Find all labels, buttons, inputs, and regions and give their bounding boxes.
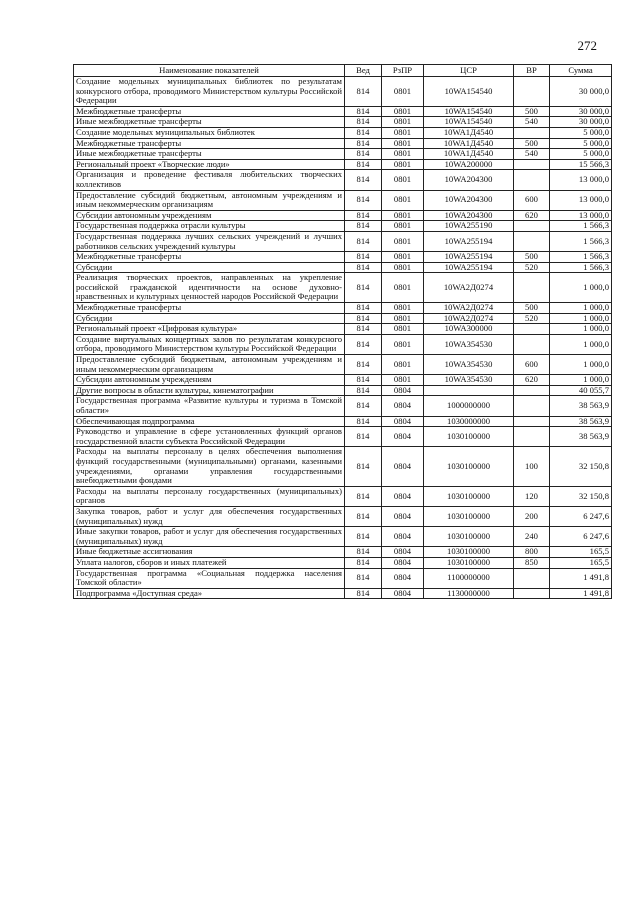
cell-csr: 10WA255194 [424, 262, 514, 273]
table-row [74, 527, 612, 547]
cell-ved: 814 [345, 334, 382, 354]
cell-rzpr: 0801 [382, 210, 424, 221]
table-row [74, 252, 612, 263]
cell-vr [514, 170, 550, 190]
table-row [74, 416, 612, 427]
cell-csr: 1000000000 [424, 396, 514, 416]
cell-name: Иные закупки товаров, работ и услуг для обеспечения государственных (муниципальных) нужд [74, 527, 345, 547]
cell-vr: 850 [514, 557, 550, 568]
cell-name: Иные межбюджетные трансферты [74, 117, 345, 128]
cell-name: Расходы на выплаты персоналу в целях обеспечения выполнения функций государственными (муниципальными) органами, казенными учреждениями, органами управления государственными внебюджетными фондами [74, 447, 345, 486]
cell-sum: 5 000,0 [550, 149, 612, 160]
cell-name: Субсидии [74, 313, 345, 324]
header-sum: Сумма [550, 65, 612, 77]
cell-name: Руководство и управление в сфере установленных функций органов государственной власти субъекта Российской Федерации [74, 427, 345, 447]
cell-ved: 814 [345, 127, 382, 138]
cell-name: Государственная поддержка отрасли культуры [74, 221, 345, 232]
cell-name: Другие вопросы в области культуры, кинематографии [74, 385, 345, 396]
cell-name: Региональный проект «Творческие люди» [74, 159, 345, 170]
cell-csr: 10WA255194 [424, 252, 514, 263]
cell-csr: 10WA2Д0274 [424, 303, 514, 314]
cell-vr: 100 [514, 447, 550, 486]
cell-name: Закупка товаров, работ и услуг для обеспечения государственных (муниципальных) нужд [74, 506, 345, 526]
cell-csr: 10WA354530 [424, 375, 514, 386]
cell-ved: 814 [345, 447, 382, 486]
cell-sum: 13 000,0 [550, 170, 612, 190]
cell-rzpr: 0804 [382, 447, 424, 486]
cell-sum: 1 000,0 [550, 313, 612, 324]
cell-name: Межбюджетные трансферты [74, 252, 345, 263]
cell-vr [514, 221, 550, 232]
cell-name: Межбюджетные трансферты [74, 303, 345, 314]
cell-rzpr: 0801 [382, 375, 424, 386]
table-row [74, 170, 612, 190]
cell-vr: 520 [514, 313, 550, 324]
cell-rzpr: 0801 [382, 334, 424, 354]
cell-vr [514, 324, 550, 335]
cell-ved: 814 [345, 416, 382, 427]
cell-vr: 520 [514, 262, 550, 273]
cell-name: Уплата налогов, сборов и иных платежей [74, 557, 345, 568]
cell-vr: 600 [514, 355, 550, 375]
table-row [74, 557, 612, 568]
cell-name: Региональный проект «Цифровая культура» [74, 324, 345, 335]
cell-csr: 10WA154540 [424, 106, 514, 117]
header-name: Наименование показателей [74, 65, 345, 77]
cell-ved: 814 [345, 231, 382, 251]
cell-vr: 500 [514, 303, 550, 314]
table-row [74, 385, 612, 396]
cell-sum: 1 566,3 [550, 231, 612, 251]
cell-csr: 10WA255190 [424, 221, 514, 232]
cell-name: Иные межбюджетные трансферты [74, 149, 345, 160]
table-row [74, 138, 612, 149]
cell-rzpr: 0801 [382, 170, 424, 190]
cell-sum: 6 247,6 [550, 527, 612, 547]
cell-csr: 10WA204300 [424, 170, 514, 190]
cell-rzpr: 0804 [382, 486, 424, 506]
cell-csr: 1030100000 [424, 506, 514, 526]
cell-csr: 1130000000 [424, 588, 514, 599]
cell-sum: 1 000,0 [550, 324, 612, 335]
cell-ved: 814 [345, 527, 382, 547]
cell-rzpr: 0801 [382, 262, 424, 273]
table-row [74, 231, 612, 251]
header-row [74, 65, 612, 77]
table-row [74, 396, 612, 416]
cell-name: Предоставление субсидий бюджетным, автономным учреждениям и иным некоммерческим организациям [74, 355, 345, 375]
cell-vr [514, 273, 550, 303]
table-row [74, 375, 612, 386]
cell-rzpr: 0804 [382, 588, 424, 599]
table-row [74, 334, 612, 354]
cell-sum: 38 563,9 [550, 427, 612, 447]
cell-ved: 814 [345, 149, 382, 160]
budget-table [73, 64, 612, 599]
cell-ved: 814 [345, 273, 382, 303]
cell-csr: 1030100000 [424, 527, 514, 547]
cell-vr: 620 [514, 375, 550, 386]
table-row [74, 447, 612, 486]
table-row [74, 568, 612, 588]
cell-ved: 814 [345, 506, 382, 526]
cell-vr [514, 427, 550, 447]
cell-vr: 800 [514, 547, 550, 558]
cell-sum: 30 000,0 [550, 77, 612, 107]
cell-vr [514, 77, 550, 107]
cell-ved: 814 [345, 313, 382, 324]
cell-vr: 500 [514, 252, 550, 263]
table-row [74, 486, 612, 506]
cell-csr: 1030000000 [424, 416, 514, 427]
cell-csr: 10WA200000 [424, 159, 514, 170]
cell-csr: 1030100000 [424, 557, 514, 568]
cell-sum: 15 566,3 [550, 159, 612, 170]
cell-vr: 600 [514, 190, 550, 210]
cell-ved: 814 [345, 117, 382, 128]
cell-sum: 1 566,3 [550, 221, 612, 232]
cell-ved: 814 [345, 190, 382, 210]
cell-name: Расходы на выплаты персоналу государственных (муниципальных) органов [74, 486, 345, 506]
table-row [74, 324, 612, 335]
cell-name: Государственная программа «Развитие культуры и туризма в Томской области» [74, 396, 345, 416]
cell-sum: 13 000,0 [550, 210, 612, 221]
cell-sum: 32 150,8 [550, 447, 612, 486]
table-row [74, 190, 612, 210]
cell-ved: 814 [345, 138, 382, 149]
cell-rzpr: 0801 [382, 117, 424, 128]
cell-vr: 540 [514, 149, 550, 160]
cell-name: Создание модельных муниципальных библиотек [74, 127, 345, 138]
cell-rzpr: 0804 [382, 547, 424, 558]
cell-rzpr: 0801 [382, 190, 424, 210]
cell-csr: 10WA1Д4540 [424, 149, 514, 160]
table-row [74, 262, 612, 273]
cell-rzpr: 0804 [382, 396, 424, 416]
cell-rzpr: 0801 [382, 303, 424, 314]
cell-rzpr: 0801 [382, 149, 424, 160]
cell-rzpr: 0801 [382, 324, 424, 335]
cell-vr: 120 [514, 486, 550, 506]
cell-csr: 10WA154540 [424, 117, 514, 128]
cell-ved: 814 [345, 568, 382, 588]
table-row [74, 159, 612, 170]
cell-ved: 814 [345, 588, 382, 599]
cell-csr: 10WA300000 [424, 324, 514, 335]
cell-sum: 38 563,9 [550, 396, 612, 416]
table-row [74, 106, 612, 117]
cell-vr: 620 [514, 210, 550, 221]
cell-rzpr: 0804 [382, 557, 424, 568]
cell-rzpr: 0801 [382, 159, 424, 170]
cell-sum: 165,5 [550, 557, 612, 568]
cell-name: Организация и проведение фестиваля любительских творческих коллективов [74, 170, 345, 190]
cell-name: Межбюджетные трансферты [74, 106, 345, 117]
table-row [74, 77, 612, 107]
cell-ved: 814 [345, 210, 382, 221]
table-row [74, 127, 612, 138]
cell-csr: 10WA204300 [424, 210, 514, 221]
cell-vr [514, 231, 550, 251]
cell-sum: 13 000,0 [550, 190, 612, 210]
cell-name: Субсидии автономным учреждениям [74, 375, 345, 386]
cell-sum: 6 247,6 [550, 506, 612, 526]
cell-name: Реализация творческих проектов, направленных на укрепление российской гражданской идентичности на основе духовно-нравственных и культурных ценностей народов Российской Федерации [74, 273, 345, 303]
cell-csr: 1030100000 [424, 427, 514, 447]
cell-rzpr: 0804 [382, 416, 424, 427]
cell-sum: 1 491,8 [550, 588, 612, 599]
cell-csr: 1100000000 [424, 568, 514, 588]
cell-sum: 1 000,0 [550, 334, 612, 354]
cell-csr: 10WA204300 [424, 190, 514, 210]
table-row [74, 117, 612, 128]
cell-ved: 814 [345, 221, 382, 232]
cell-ved: 814 [345, 262, 382, 273]
cell-rzpr: 0804 [382, 527, 424, 547]
cell-ved: 814 [345, 355, 382, 375]
cell-vr [514, 334, 550, 354]
cell-rzpr: 0804 [382, 506, 424, 526]
cell-ved: 814 [345, 385, 382, 396]
cell-sum: 1 000,0 [550, 355, 612, 375]
cell-vr [514, 127, 550, 138]
cell-sum: 5 000,0 [550, 138, 612, 149]
cell-vr: 500 [514, 106, 550, 117]
cell-name: Государственная поддержка лучших сельских учреждений и лучших работников сельских учреждений культуры [74, 231, 345, 251]
cell-vr [514, 385, 550, 396]
cell-csr: 10WA1Д4540 [424, 138, 514, 149]
cell-csr: 1030100000 [424, 486, 514, 506]
table-header [74, 65, 612, 77]
table-row [74, 313, 612, 324]
cell-csr: 10WA154540 [424, 77, 514, 107]
table-row [74, 506, 612, 526]
cell-sum: 1 000,0 [550, 303, 612, 314]
cell-csr: 10WA2Д0274 [424, 313, 514, 324]
header-csr: ЦСР [424, 65, 514, 77]
table-row [74, 355, 612, 375]
cell-ved: 814 [345, 170, 382, 190]
cell-vr: 500 [514, 138, 550, 149]
cell-vr: 240 [514, 527, 550, 547]
cell-rzpr: 0801 [382, 273, 424, 303]
cell-vr: 200 [514, 506, 550, 526]
cell-csr: 10WA2Д0274 [424, 273, 514, 303]
cell-rzpr: 0801 [382, 138, 424, 149]
table-row [74, 149, 612, 160]
cell-ved: 814 [345, 159, 382, 170]
cell-vr [514, 416, 550, 427]
cell-name: Предоставление субсидий бюджетным, автономным учреждениям и иным некоммерческим организациям [74, 190, 345, 210]
cell-vr: 540 [514, 117, 550, 128]
cell-name: Подпрограмма «Доступная среда» [74, 588, 345, 599]
cell-sum: 40 055,7 [550, 385, 612, 396]
cell-sum: 30 000,0 [550, 117, 612, 128]
cell-ved: 814 [345, 486, 382, 506]
cell-name: Межбюджетные трансферты [74, 138, 345, 149]
cell-sum: 1 566,3 [550, 252, 612, 263]
cell-sum: 32 150,8 [550, 486, 612, 506]
cell-csr: 10WA354530 [424, 334, 514, 354]
cell-rzpr: 0801 [382, 355, 424, 375]
cell-name: Иные бюджетные ассигнования [74, 547, 345, 558]
cell-sum: 30 000,0 [550, 106, 612, 117]
header-ved: Вед [345, 65, 382, 77]
cell-sum: 1 000,0 [550, 273, 612, 303]
cell-sum: 1 491,8 [550, 568, 612, 588]
cell-rzpr: 0801 [382, 127, 424, 138]
table-row [74, 588, 612, 599]
cell-rzpr: 0801 [382, 231, 424, 251]
cell-ved: 814 [345, 396, 382, 416]
table-row [74, 273, 612, 303]
cell-ved: 814 [345, 303, 382, 314]
table-row [74, 303, 612, 314]
cell-ved: 814 [345, 557, 382, 568]
cell-vr [514, 159, 550, 170]
table-row [74, 547, 612, 558]
cell-csr: 10WA354530 [424, 355, 514, 375]
cell-rzpr: 0804 [382, 385, 424, 396]
cell-sum: 38 563,9 [550, 416, 612, 427]
cell-ved: 814 [345, 375, 382, 386]
cell-ved: 814 [345, 427, 382, 447]
cell-vr [514, 568, 550, 588]
cell-rzpr: 0804 [382, 427, 424, 447]
cell-ved: 814 [345, 547, 382, 558]
cell-name: Государственная программа «Социальная поддержка населения Томской области» [74, 568, 345, 588]
cell-csr: 10WA255194 [424, 231, 514, 251]
cell-csr: 1030100000 [424, 547, 514, 558]
cell-vr [514, 588, 550, 599]
cell-rzpr: 0801 [382, 77, 424, 107]
cell-ved: 814 [345, 252, 382, 263]
cell-name: Обеспечивающая подпрограмма [74, 416, 345, 427]
cell-csr [424, 385, 514, 396]
cell-name: Создание модельных муниципальных библиотек по результатам конкурсного отбора, проводимого Министерством культуры Российской Федерации [74, 77, 345, 107]
table-row [74, 221, 612, 232]
cell-rzpr: 0801 [382, 252, 424, 263]
page-number: 272 [577, 38, 597, 53]
cell-sum: 1 566,3 [550, 262, 612, 273]
table-body [74, 77, 612, 599]
cell-ved: 814 [345, 106, 382, 117]
cell-ved: 814 [345, 324, 382, 335]
cell-rzpr: 0801 [382, 313, 424, 324]
cell-rzpr: 0801 [382, 221, 424, 232]
cell-csr: 1030100000 [424, 447, 514, 486]
cell-sum: 165,5 [550, 547, 612, 558]
table-row [74, 427, 612, 447]
cell-name: Субсидии автономным учреждениям [74, 210, 345, 221]
cell-csr: 10WA1Д4540 [424, 127, 514, 138]
table-row [74, 210, 612, 221]
cell-rzpr: 0804 [382, 568, 424, 588]
header-rzpr: РзПР [382, 65, 424, 77]
cell-rzpr: 0801 [382, 106, 424, 117]
header-vr: ВР [514, 65, 550, 77]
cell-sum: 5 000,0 [550, 127, 612, 138]
cell-vr [514, 396, 550, 416]
cell-ved: 814 [345, 77, 382, 107]
cell-name: Создание виртуальных концертных залов по результатам конкурсного отбора, проводимого Министерством культуры Российской Федерации [74, 334, 345, 354]
cell-sum: 1 000,0 [550, 375, 612, 386]
cell-name: Субсидии [74, 262, 345, 273]
